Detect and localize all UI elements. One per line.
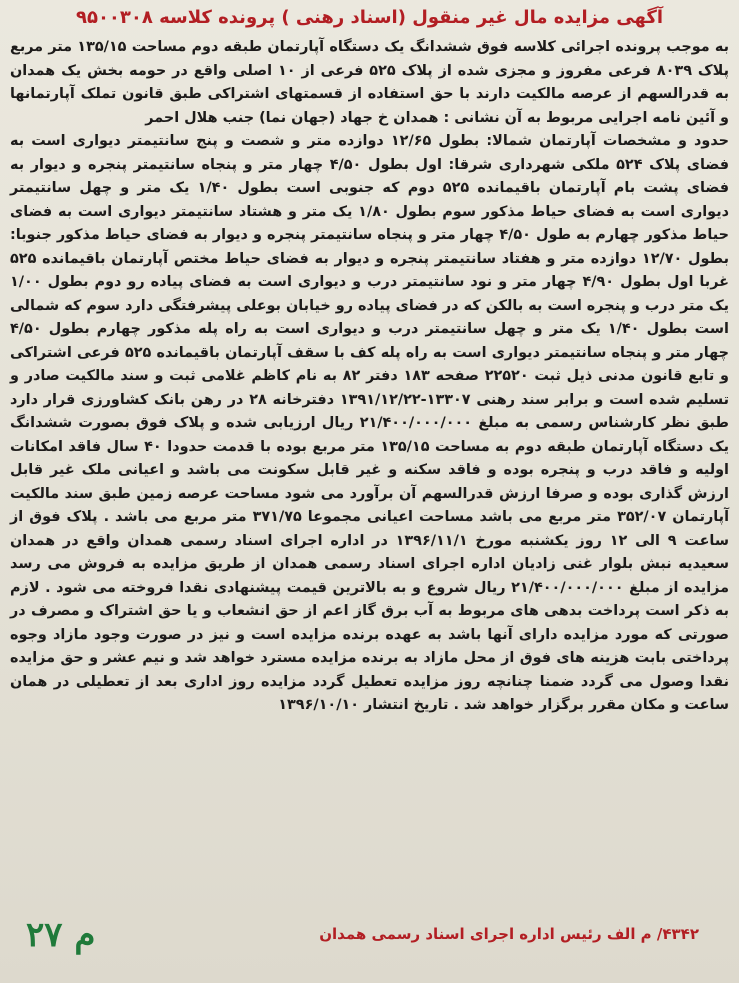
notice-paragraph-intro: به موجب پرونده اجرائی کلاسه فوق ششدانگ یک دستگاه آپارتمان طبقه دوم مساحت ۱۳۵/۱۵ متر مربع پلاک ۸۰۳۹ فرعی مفروز و مجزی شده از پلاک ۵۲۵ فرعی از ۱۰ اصلی واقع در حومه بخش یک همدان به قدرالسهم از عرصه مالکیت دارند با حق استفاده از قسمتهای اشتراکی طبق قانون تملک آپارتمانها و آئین نامه اجرایی مربوط به آن نشانی : همدان خ جهاد (جهان نما) جنب هلال احمر <box>10 39 729 126</box>
handwritten-stamp: ۲۷ م <box>26 915 96 955</box>
notice-footer <box>0 915 739 959</box>
signature-line: ۴۳۴۲/ م الف رئیس اداره اجرای اسناد رسمی همدان <box>319 925 699 943</box>
notice-title: آگهی مزایده مال غیر منقول (اسناد رهنی ) پرونده کلاسه ۹۵۰۰۳۰۸ <box>75 7 664 28</box>
notice-body <box>10 36 729 718</box>
notice-paragraph-details: حدود و مشخصات آپارتمان شمالا: بطول ۱۲/۶۵ دوازده متر و شصت و پنج سانتیمتر دیواری است به فضای پلاک ۵۲۴ ملکی شهرداری شرقا: اول بطول ۴/۵۰ چهار متر و پنجاه سانتیمتر پنجره و دیوار به فضای پشت بام آپارتمان باقیمانده ۵۲۵ دوم که جنوبی است بطول ۱/۴۰ یک متر و چهل سانتیمتر دیواری است به فضای حیاط مذکور سوم بطول ۱/۸۰ یک متر و هشتاد سانتیمتر دیواری است به فضای حیاط مذکور چهارم به طول ۴/۵۰ چهار متر و پنجاه سانتیمتر پنجره و دیوار به فضای حیاط مذکور جنوبا: بطول ۱۲/۷۰ دوازده متر و هفتاد سانتیمتر پنجره و دیوار به فضای حیاط مختص آپارتمان باقیمانده ۵۲۵ غربا اول بطول ۴/۹۰ چهار متر و نود سانتیمتر درب و دیواری است به فضای پیاده رو دوم بطول ۱/۰۰ یک متر درب و پنجره است به بالکن که در فضای پیاده رو خیابان بوعلی پیشرفتگی دارد سوم که شمالی است بطول ۱/۴۰ یک متر و چهل سانتیمتر درب و دیواری است به راه پله مذکور چهارم بطول ۴/۵۰ چهار متر و پنجاه سانتیمتر دیواری است به راه پله کف با سقف آپارتمان باقیمانده ۵۲۵ فرعی اشتراکی و تابع قانون مدنی ذیل ثبت ۲۲۵۲۰ صفحه ۱۸۳ دفتر ۸۲ به نام کاظم غلامی ثبت و سند مالکیت صادر و تسلیم شده است و برابر سند رهنی ۱۳۳۰۷-۱۳۹۱/۱۲/۲۲ دفترخانه ۲۸ در رهن بانک کشاورزی قرار دارد طبق نظر کارشناس رسمی به مبلغ ۲۱/۴۰۰/۰۰۰/۰۰۰ ریال ارزیابی شده و پلاک فوق بصورت ششدانگ یک دستگاه آپارتمان طبقه دوم به مساحت ۱۳۵/۱۵ متر مربع بوده با قدمت حدودا ۴۰ سال فاقد امکانات اولیه و فاقد درب و پنجره بوده و فاقد سکنه و غیر قابل سکونت می باشد و اعیانی ملک غیر قابل ارزش گذاری بوده و صرفا ارزش قدرالسهم آن برآورد می شود مساحت عرصه زمین طبق سند مالکیت آپارتمان ۳۵۲/۰۷ متر مربع می باشد مساحت اعیانی مجموعا ۳۷۱/۷۵ متر مربع می باشد . پلاک فوق از ساعت ۹ الی ۱۲ روز یکشنبه مورخ ۱۳۹۶/۱۱/۱ در اداره اجرای اسناد رسمی همدان واقع در همدان سعیدیه نبش بلوار غنی زادیان اداره اجرای اسناد رسمی همدان از طریق مزایده به فروش می رسد مزایده از مبلغ ۲۱/۴۰۰/۰۰۰/۰۰۰ ریال شروع و به بالاترین قیمت پیشنهادی نقدا فروخته می شود . لازم به ذکر است پرداخت بدهی های مربوط به آب برق گاز اعم از حق انشعاب و یا حق اشتراک و مصرف در صورتی که مورد مزایده دارای آنها باشد به عهده برنده مزایده است و نیز در صورت وجود مازاد وجوه پرداختی بابت هزینه های فوق از محل مازاد به برنده مزایده مسترد خواهد شد و نیم عشر و حق مزایده نقدا وصول می گردد ضمنا چنانچه روز مزایده تعطیل گردد مزایده روز اداری بعد از تعطیلی در همان ساعت و مکان مقرر برگزار خواهد شد . تاریخ انتشار ۱۳۹۶/۱۰/۱۰ <box>10 133 730 713</box>
